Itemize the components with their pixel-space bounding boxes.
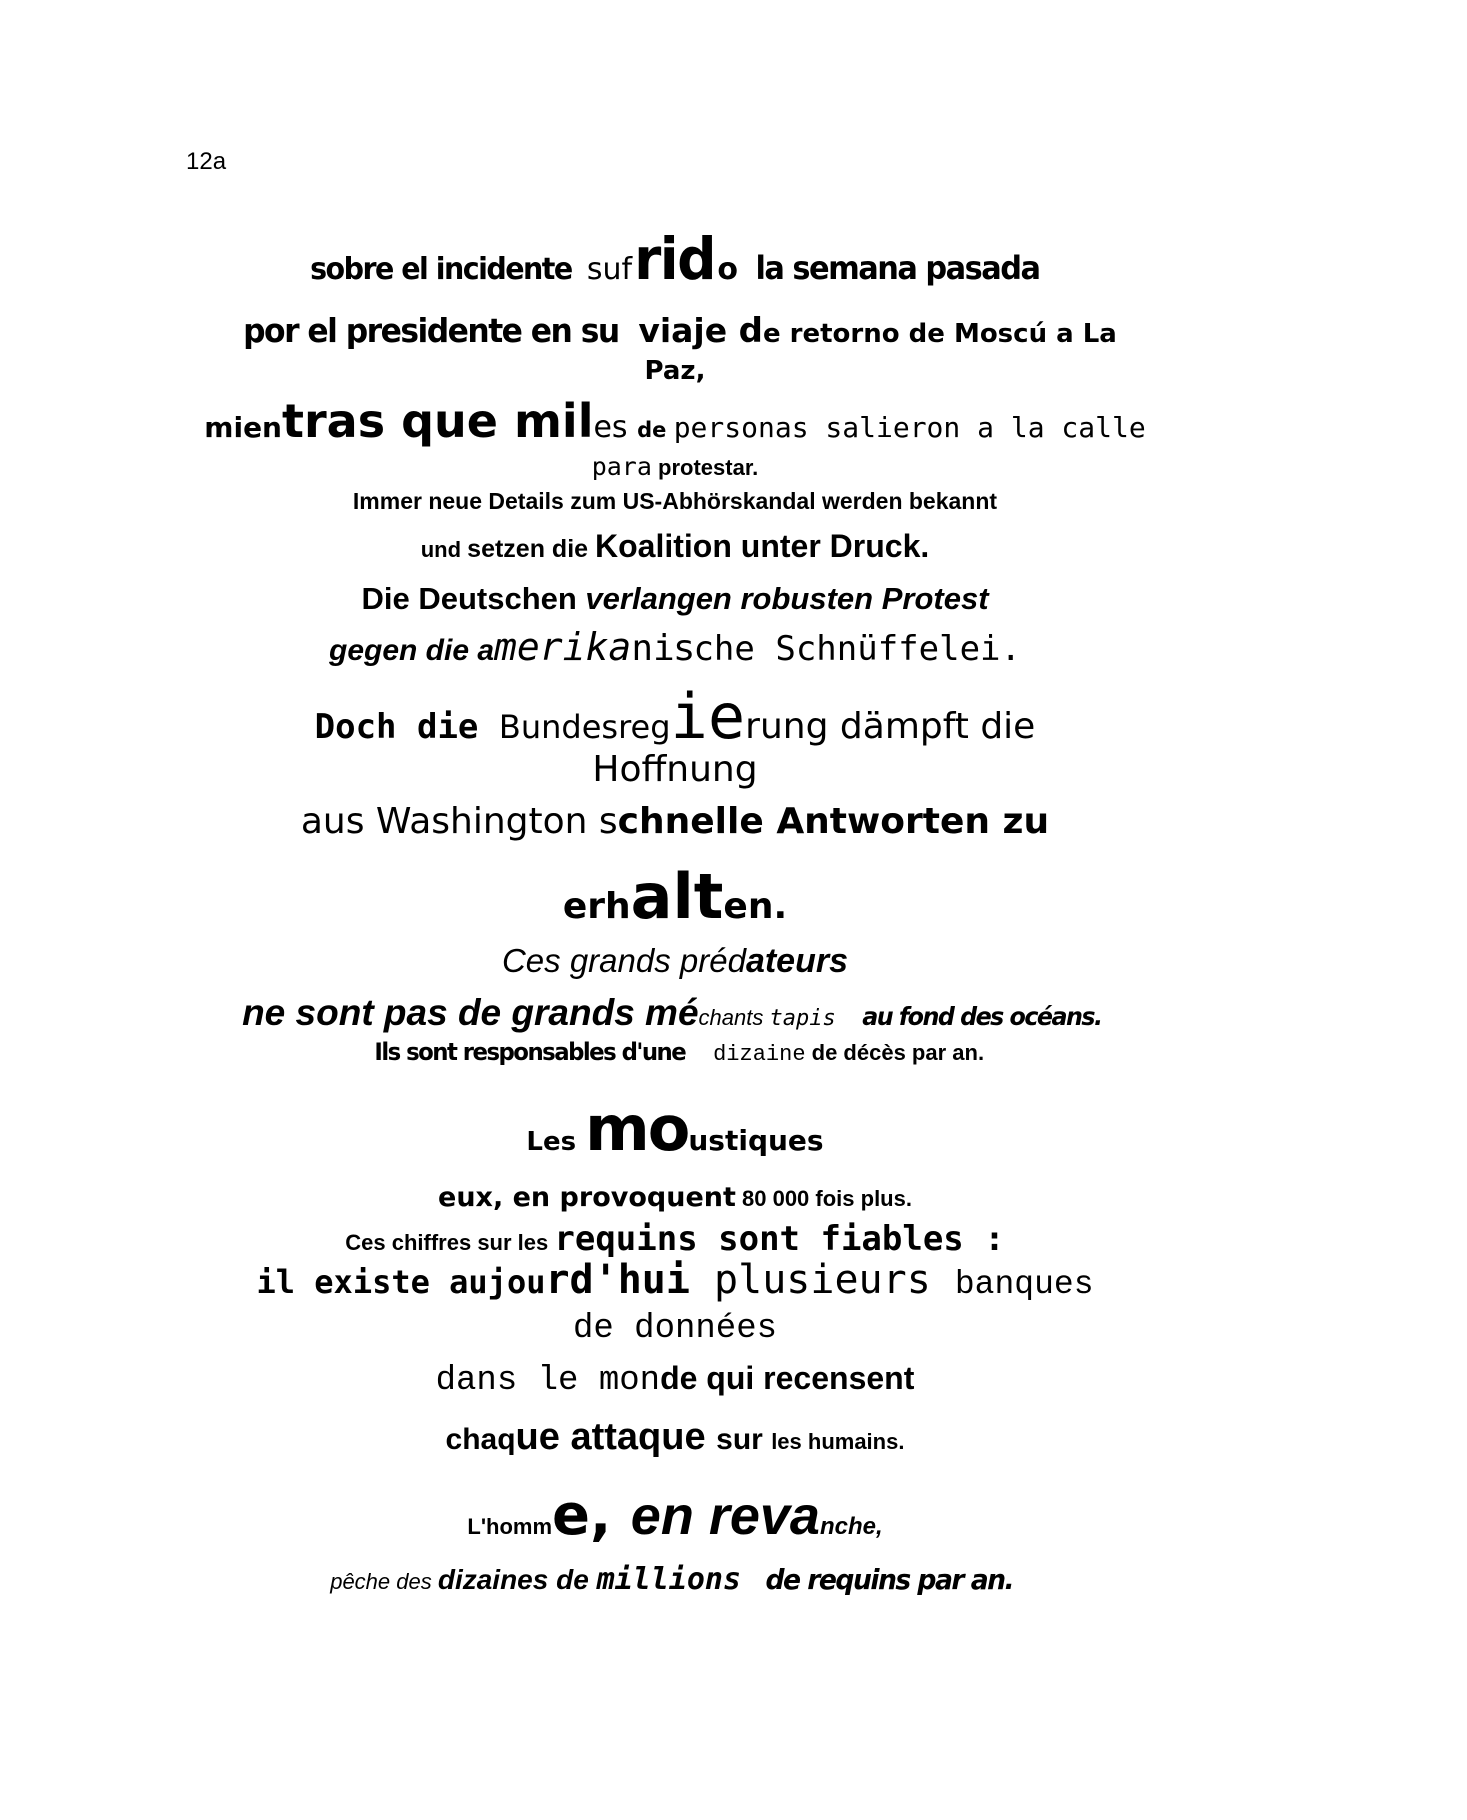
text-run: pêche des (330, 1569, 438, 1594)
text-line (0, 358, 1350, 384)
text-run: dizaine (699, 1042, 806, 1067)
text-run: Koalition unter Druck. (595, 528, 930, 564)
text-run: Die Deutschen (361, 581, 586, 616)
text-run: rung dämpft die (745, 706, 1036, 747)
text-run: personas salieron a la calle (673, 411, 1146, 444)
text-run: de qui recensent (660, 1360, 915, 1396)
text-line (0, 225, 1350, 293)
text-run: a (477, 634, 495, 667)
text-line (0, 1562, 1350, 1597)
text-run: sobre el incidente (309, 252, 580, 287)
text-run: mo (585, 1092, 689, 1165)
text-line (0, 625, 1350, 669)
text-run: ateurs (745, 942, 849, 980)
text-run: aus Washington s (300, 801, 618, 842)
text-line (0, 1184, 1350, 1211)
text-line (0, 944, 1350, 978)
page-number: 12a (186, 148, 227, 175)
text-run: de (637, 418, 674, 442)
text-run: suf (586, 252, 633, 287)
text-run: verlangen robusten Protest (585, 581, 989, 616)
text-run: dizaines de (437, 1564, 597, 1595)
text-run: banques (954, 1266, 1094, 1303)
text-run: viaje (638, 311, 739, 350)
text-run: de requins par an. (765, 1563, 1014, 1596)
text-line (0, 454, 1350, 479)
text-line (0, 1483, 1350, 1548)
text-line (0, 583, 1350, 614)
text-run: ustiques (688, 1124, 824, 1157)
text-run: dans le mon (435, 1362, 661, 1400)
text-line (0, 490, 1350, 513)
text-run: chnelle Antworten zu (617, 801, 1050, 842)
text-run: ue attaque (515, 1416, 717, 1458)
text-run: rid (634, 225, 716, 293)
text-run: und (420, 537, 468, 562)
text-line (0, 1362, 1350, 1398)
text-line (0, 1312, 1350, 1346)
text-run: alt (630, 860, 724, 933)
text-run: ie (670, 680, 746, 753)
text-run: Ils sont responsables d'une (374, 1038, 692, 1066)
text-line (0, 994, 1350, 1031)
text-run: nche, (819, 1513, 883, 1540)
text-run: au fond des océans. (855, 1002, 1102, 1031)
text-line (0, 749, 1350, 790)
text-line (0, 530, 1350, 562)
text-run: les humains. (771, 1429, 905, 1454)
text-line (0, 1257, 1350, 1303)
text-line (0, 1219, 1350, 1259)
text-run: Bundesreg (498, 708, 671, 746)
text-run: en reva (630, 1486, 820, 1546)
text-run: sur (716, 1423, 772, 1456)
text-run: de décès par an. (805, 1040, 985, 1065)
text-run: la semana pasada (755, 249, 1040, 287)
text-run: Immer neue Details zum US-Abhörskandal werden bekannt (352, 488, 998, 514)
text-run: en. (723, 886, 788, 927)
text-run: Les (526, 1127, 586, 1157)
text-run: merika (494, 625, 632, 669)
text-line (0, 680, 1350, 753)
text-line (0, 1418, 1350, 1456)
text-line (0, 801, 1350, 842)
text-run: eux, en provoquent (438, 1182, 736, 1213)
text-run: L'homm (467, 1514, 553, 1539)
text-run: tapis (769, 1006, 849, 1031)
text-run: d (738, 311, 763, 351)
text-line (0, 394, 1350, 448)
text-run: millions (596, 1562, 760, 1597)
text-line (0, 1092, 1350, 1165)
text-run: Doch die (314, 707, 499, 747)
text-run: de données (572, 1310, 778, 1348)
text-run: ne sont pas de grands mé (242, 992, 699, 1033)
text-run: il existe aujou (256, 1263, 546, 1301)
text-run: ni (631, 628, 675, 669)
text-run: s (674, 628, 694, 669)
text-run: o (717, 252, 749, 287)
text-run: tras que mil (282, 394, 594, 448)
text-run: gegen die (329, 634, 478, 667)
text-run: Ces grands pré (501, 942, 728, 979)
text-run: Schnüffelei. (775, 629, 1021, 669)
text-run: mien (204, 411, 282, 444)
text-run: che (693, 629, 776, 669)
text-run: es (593, 410, 638, 445)
text-line (0, 860, 1350, 933)
text-run: 80 000 fois plus. (735, 1186, 912, 1211)
text-run: Paz, (644, 356, 706, 386)
text-run: Hoffnung (592, 749, 758, 790)
text-run: e retorno de Moscú a La (762, 319, 1117, 349)
text-run: plusieurs (714, 1257, 955, 1303)
text-run: para (591, 452, 652, 481)
text-run: erh (562, 886, 631, 927)
text-line (0, 1040, 1350, 1066)
text-run: Ces chiffres sur les (345, 1230, 555, 1255)
text-run: setzen die (467, 535, 595, 563)
text-run: chaq (445, 1423, 516, 1456)
text-run: protestar. (651, 455, 759, 480)
text-run: por el presidente en su (243, 311, 629, 350)
text-run: chants (698, 1005, 770, 1030)
text-run: rd'hui (545, 1257, 715, 1303)
text-run: d (727, 942, 746, 979)
text-run: requins sont fiables : (554, 1219, 1005, 1259)
text-run: e, (552, 1483, 631, 1548)
text-line (0, 311, 1350, 351)
